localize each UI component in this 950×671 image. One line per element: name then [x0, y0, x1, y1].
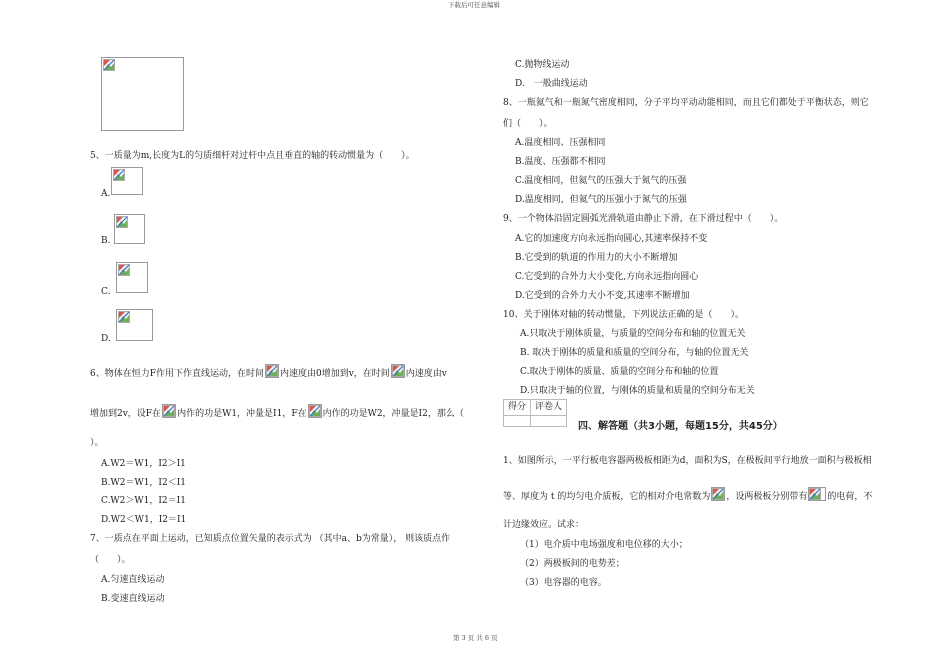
page-number: 第 3 页 共 6 页: [453, 634, 498, 642]
time-interval-image: [162, 404, 176, 418]
broken-image-icon: [809, 488, 821, 500]
q7-option-d: D. 一般曲线运动: [515, 79, 588, 89]
q10-option-a: A.只取决于刚体质量，与质量的空间分布和轴的位置无关: [520, 329, 746, 339]
score-label: 得分: [504, 400, 531, 416]
broken-image-icon: [266, 365, 278, 377]
q6-option-b: B.W2＝W1，I2＜I1: [101, 478, 186, 488]
dielectric-constant-image: [711, 487, 725, 501]
q5-option-c-image: [116, 262, 148, 293]
q8-option-c: C.温度相同，但氦气的压强大于氮气的压强: [515, 176, 687, 186]
q7-line2: （ ）。: [90, 555, 131, 565]
q8-option-a: A.温度相同、压强相同: [515, 138, 606, 148]
score-box: [503, 399, 567, 427]
q10-option-d: D.只取决于轴的位置，与刚体的质量和质量的空间分布无关: [520, 386, 755, 396]
header-note: 下载后可任意编辑: [448, 1, 500, 9]
q7-line1: 7、一质点在平面上运动，已知质点位置矢量的表示式为 （其中a、b为常量）， 则该质点作: [90, 534, 451, 544]
figure-placeholder: [101, 57, 184, 131]
broken-image-icon: [113, 169, 125, 181]
q7-option-c: C.抛物线运动: [515, 60, 570, 70]
time-interval-image: [308, 404, 322, 418]
q10-stem: 10、关于刚体对轴的转动惯量，下列说法正确的是（ ）。: [503, 310, 744, 320]
q6-option-a: A.W2＝W1，I2＞I1: [101, 459, 186, 469]
broken-image-icon: [103, 59, 115, 71]
time-interval-image: [391, 364, 405, 378]
s1-item-2: （2）两极板间的电势差；: [520, 559, 625, 569]
q5-option-d-label: D.: [101, 334, 111, 344]
s1-item-3: （3）电容器的电容。: [520, 578, 607, 588]
q5-option-b-label: B.: [101, 236, 111, 246]
q6-option-d: D.W2＜W1，I2＝I1: [101, 515, 187, 525]
q6-text: 内速度由v: [405, 369, 447, 379]
q8-line2: 们（ ）。: [503, 119, 553, 129]
q6-option-c: C.W2＞W1，I2＝I1: [101, 496, 186, 506]
q5-option-c-label: C.: [101, 287, 111, 297]
score-cell: [504, 416, 531, 426]
time-interval-image: [265, 364, 279, 378]
q9-option-a: A.它的加速度方向永远指向圆心,其速率保持不变: [515, 234, 708, 244]
q9-option-c: C.它受到的合外力大小变化,方向永远指向圆心: [515, 272, 699, 282]
q9-stem: 9、一个物体沿固定圆弧光滑轨道由静止下滑，在下滑过程中（ ）。: [503, 214, 784, 224]
q9-option-d: D.它受到的合外力大小不变,其速率不断增加: [515, 291, 690, 301]
s1-line2: [503, 487, 872, 503]
broken-image-icon: [116, 216, 128, 228]
q6-text: 内速度由0增加到v，在时间: [279, 369, 390, 379]
section-title: 四、解答题（共3小题，每题15分，共45分）: [578, 421, 783, 432]
broken-image-icon: [392, 365, 404, 377]
q10-option-c: C.取决于刚体的质量、质量的空间分布和轴的位置: [520, 367, 719, 377]
q5-option-b-image: [114, 214, 145, 244]
q8-line1: 8、一瓶氦气和一瓶氮气密度相同，分子平均平动动能相同，而且它们都处于平衡状态，则它: [503, 98, 869, 108]
q7-option-a: A.匀速直线运动: [101, 575, 165, 585]
s1-line1: 1、如图所示，一平行板电容器两极板相距为d，面积为S，在极板间平行地放一面积与极板相: [503, 456, 872, 466]
charge-image: [808, 487, 826, 501]
broken-image-icon: [712, 488, 724, 500]
q6-line3: ）。: [90, 438, 104, 448]
q6-line2: [90, 404, 464, 420]
s1-text: 等、厚度为 t 的均匀电介质板，它的相对介电常数为: [503, 492, 711, 502]
q10-option-b: B. 取决于刚体的质量和质量的空间分布，与轴的位置无关: [520, 348, 749, 358]
q5-option-a-image: [111, 167, 143, 195]
q6-text: 6、物体在恒力F作用下作直线运动，在时间: [90, 369, 264, 379]
q5-option-d-image: [116, 309, 153, 341]
q6-text: 内作的功是W2，冲量是I2，那么（: [322, 409, 464, 419]
broken-image-icon: [118, 311, 130, 323]
s1-line3: 计边缘效应。试求：: [503, 520, 585, 530]
q6-line1: [90, 364, 447, 380]
s1-text: 的电荷，不: [827, 492, 873, 502]
q7-option-b: B.变速直线运动: [101, 594, 165, 604]
q9-option-b: B.它受到的轨道的作用力的大小不断增加: [515, 253, 678, 263]
q8-option-b: B.温度、压强都不相同: [515, 157, 606, 167]
q5-stem: 5、一质量为m,长度为L的匀质细杆对过杆中点且垂直的轴的转动惯量为（ ）。: [90, 151, 415, 161]
q6-text: 内作的功是W1，冲量是I1，F在: [177, 409, 307, 419]
q5-option-a-label: A.: [101, 189, 111, 199]
q8-option-d: D.温度相同，但氦气的压强小于氮气的压强: [515, 195, 687, 205]
s1-item-1: （1）电介质中电场强度和电位移的大小；: [520, 540, 688, 550]
broken-image-icon: [163, 405, 175, 417]
q6-text: 增加到2v，设F在: [90, 409, 162, 419]
reviewer-label: 评卷人: [531, 400, 566, 416]
broken-image-icon: [118, 264, 130, 276]
broken-image-icon: [309, 405, 321, 417]
s1-text: ，设两极板分别带有: [726, 492, 808, 502]
